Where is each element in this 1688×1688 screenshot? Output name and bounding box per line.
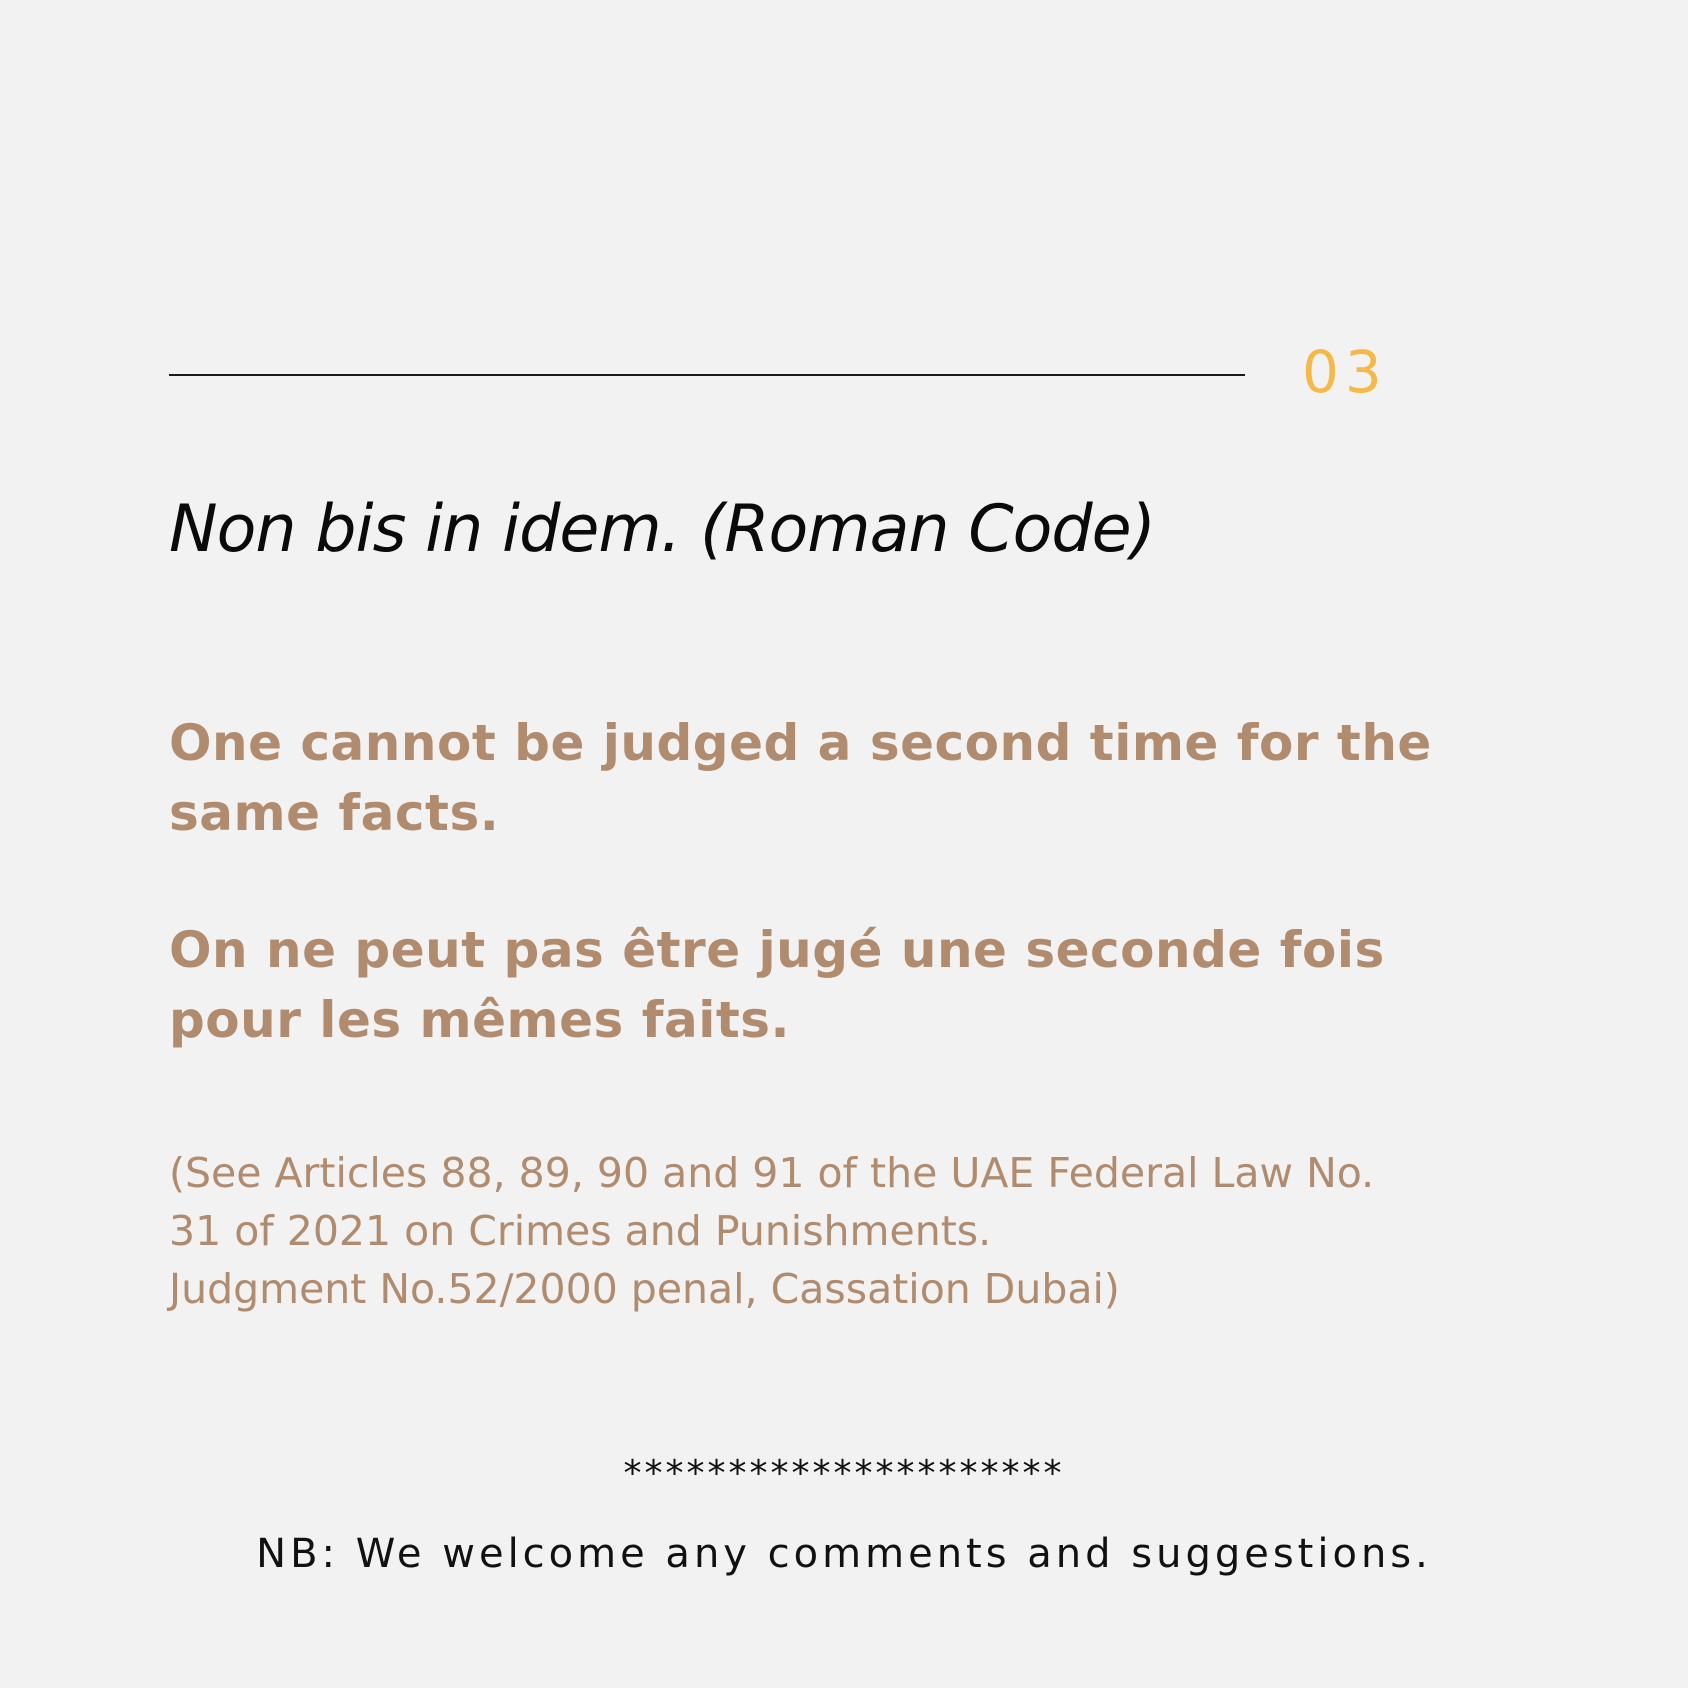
english-translation: One cannot be judged a second time for the same facts.	[169, 714, 1432, 842]
reference-line: (See Articles 88, 89, 90 and 91 of the UAE Federal Law No.	[169, 1149, 1375, 1197]
footer-note: NB: We welcome any comments and suggestions.	[256, 1531, 1432, 1577]
latin-maxim-heading: Non bis in idem. (Roman Code)	[169, 492, 1156, 567]
page-number: 03	[1302, 338, 1388, 406]
header-divider-line	[169, 374, 1245, 376]
french-translation: On ne peut pas être jugé une seconde fois pour les mêmes faits.	[169, 921, 1385, 1049]
asterisk-separator: *********************	[623, 1453, 1065, 1494]
legal-references	[169, 1144, 1549, 1318]
reference-line: 31 of 2021 on Crimes and Punishments.	[169, 1207, 992, 1255]
reference-line: Judgment No.52/2000 penal, Cassation Dubai)	[169, 1265, 1120, 1313]
